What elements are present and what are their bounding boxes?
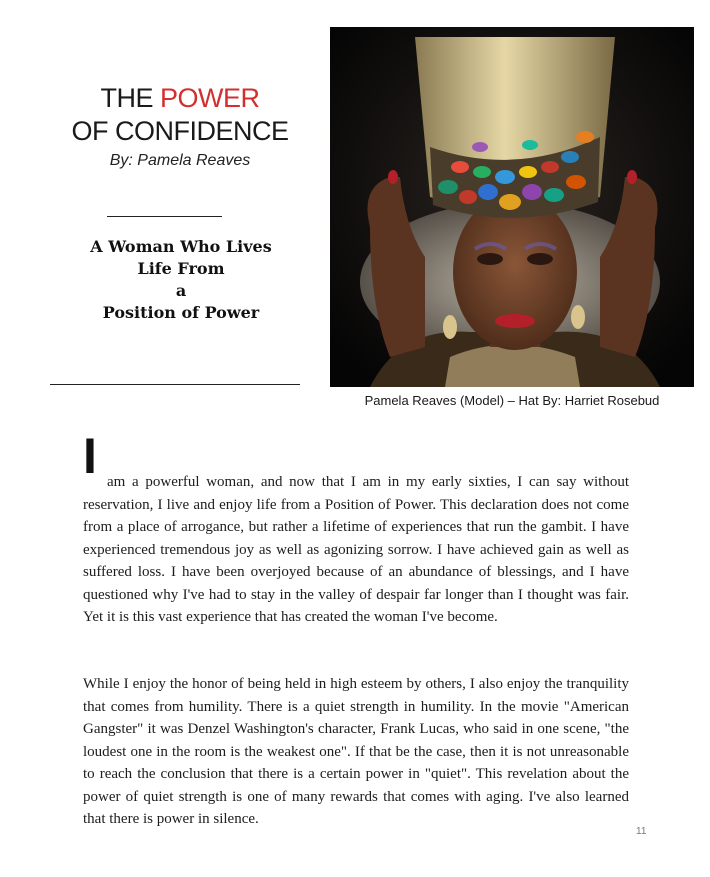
divider-long <box>50 384 300 385</box>
subtitle-line-2: Life From <box>137 259 225 278</box>
subtitle-line-4: Position of Power <box>102 303 260 322</box>
title-accent-word: POWER <box>160 83 260 113</box>
drop-cap: I <box>83 428 97 484</box>
title-line-1 <box>50 82 310 115</box>
title-line-2: OF CONFIDENCE <box>71 116 289 146</box>
article-paragraph-1: am a powerful woman, and now that I am in my early sixties, I can say without reservation, I live and enjoy life from a Position of Power. This declaration does not come from a place of arrogance, but rather a lifetime of experiences that run the gambit. I have experienced tremendous joy as well as agonizing sorrow. I have achieved gain as well as suffered loss. I have been overjoyed because of an abundance of blessings, and I have questioned why I've had to stay in the valley of despair far longer than I thought was fair. Yet it is this vast experience that has created the woman I've become. <box>83 474 629 625</box>
page-number: 11 <box>636 826 647 837</box>
portrait-illustration <box>330 27 694 387</box>
title-prefix: THE <box>100 83 160 113</box>
author-byline: By: Pamela Reaves <box>109 152 251 169</box>
photo-caption: Pamela Reaves (Model) – Hat By: Harriet Rosebud <box>364 393 660 408</box>
portrait-photo <box>330 27 694 387</box>
article-subtitle <box>50 236 312 324</box>
article-paragraph-2: While I enjoy the honor of being held in high esteem by others, I also enjoy the tranquility that comes from humility. There is a quiet strength in humility. In the movie "American Gangster" it was Denzel Washington's character, Frank Lucas, who said in one scene, "the loudest one in the room is the weakest one". If that be the case, then it is not unreasonable to reach the conclusion that there is a certain power in "quiet". This revelation about the power of quiet strength is one of many rewards that comes with aging. I've also learned that there is power in silence. <box>83 676 629 827</box>
subtitle-line-3: a <box>175 281 187 300</box>
article-title-block <box>50 82 310 172</box>
divider-short <box>107 216 222 217</box>
subtitle-line-1: A Woman Who Lives <box>90 237 272 256</box>
